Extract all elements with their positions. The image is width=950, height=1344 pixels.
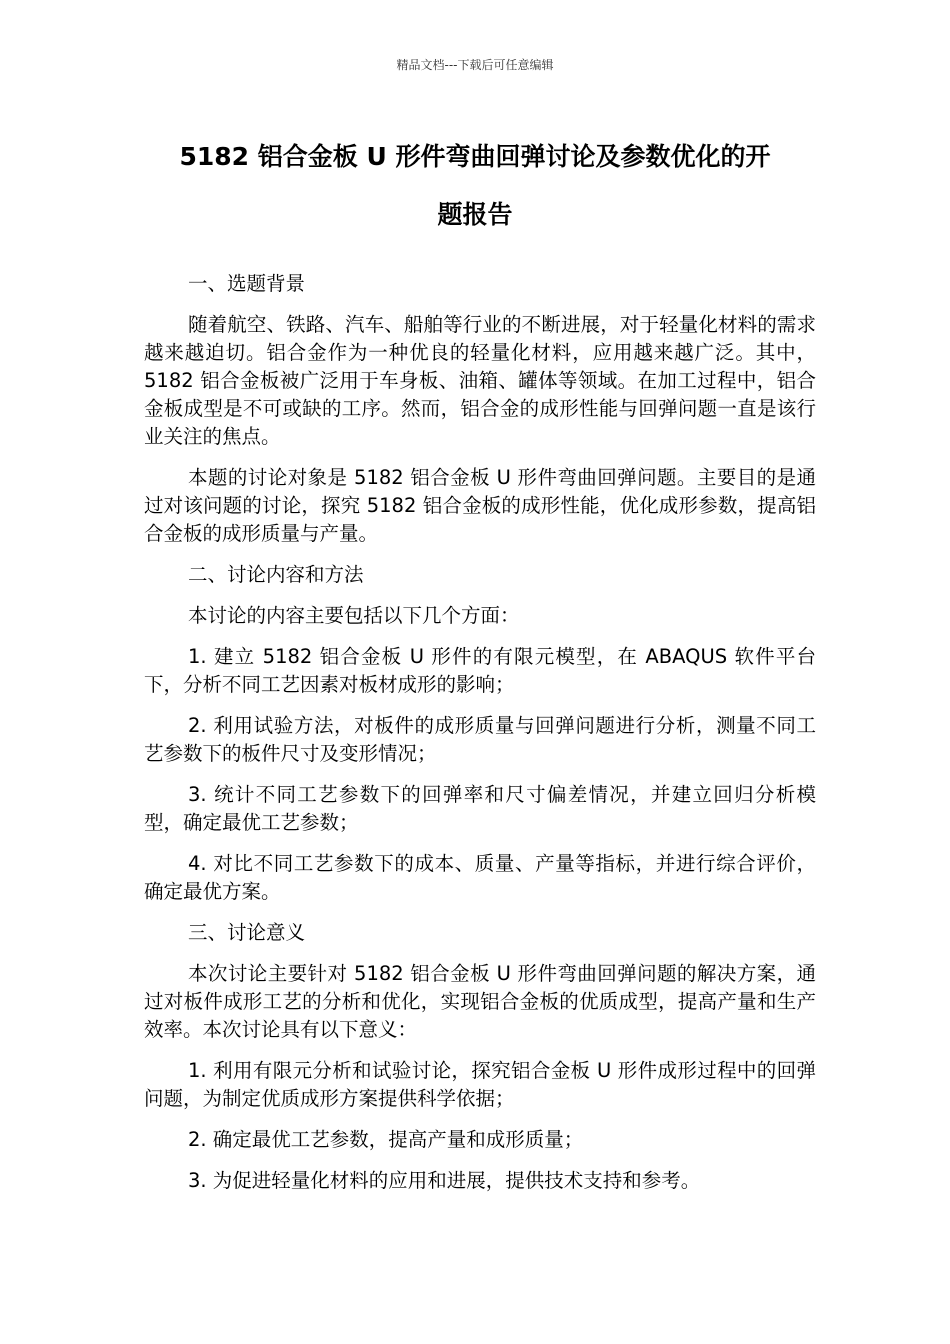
title-line-1: 5182 铝合金板 U 形件弯曲回弹讨论及参数优化的开 (179, 142, 771, 171)
paragraph-objective: 本题的讨论对象是 5182 铝合金板 U 形件弯曲回弹问题。主要目的是通过对该问题的讨论，探究 5182 铝合金板的成形性能，优化成形参数，提高铝合金板的成形质量与产量。 (144, 466, 816, 545)
document-title (140, 128, 810, 244)
list-item-content-1: 1. 建立 5182 铝合金板 U 形件的有限元模型，在 ABAQUS 软件平台下，分析不同工艺因素对板材成形的影响； (144, 645, 816, 696)
paragraph-content-intro: 本讨论的内容主要包括以下几个方面： (188, 604, 520, 627)
list-item-significance-3: 3. 为促进轻量化材料的应用和进展，提供技术支持和参考。 (188, 1169, 701, 1192)
document-body (144, 270, 816, 1195)
title-line-2: 题报告 (437, 200, 513, 229)
list-item-significance-2: 2. 确定最优工艺参数，提高产量和成形质量； (188, 1128, 584, 1151)
list-item-significance-1: 1. 利用有限元分析和试验讨论，探究铝合金板 U 形件成形过程中的回弹问题，为制定优质成形方案提供科学依据； (144, 1059, 816, 1110)
paragraph-background: 随着航空、铁路、汽车、船舶等行业的不断进展，对于轻量化材料的需求越来越迫切。铝合金作为一种优良的轻量化材料，应用越来越广泛。其中，5182 铝合金板被广泛用于车身板、油箱、罐体等领域。在加工过程中，铝合金板成型是不可或缺的工序。然而，铝合金的成形性能与回弹问题一直是该行业关注的焦点。 (144, 313, 816, 448)
list-item-content-3: 3. 统计不同工艺参数下的回弹率和尺寸偏差情况，并建立回归分析模型，确定最优工艺参数； (144, 783, 816, 834)
list-item-content-2: 2. 利用试验方法，对板件的成形质量与回弹问题进行分析，测量不同工艺参数下的板件尺寸及变形情况； (144, 714, 816, 765)
section-heading-background: 一、选题背景 (188, 272, 306, 295)
page-header: 精品文档---下载后可任意编辑 (396, 58, 554, 72)
section-heading-content-methods: 二、讨论内容和方法 (188, 563, 364, 586)
paragraph-significance: 本次讨论主要针对 5182 铝合金板 U 形件弯曲回弹问题的解决方案，通过对板件成形工艺的分析和优化，实现铝合金板的优质成型，提高产量和生产效率。本次讨论具有以下意义： (144, 962, 816, 1041)
list-item-content-4: 4. 对比不同工艺参数下的成本、质量、产量等指标，并进行综合评价，确定最优方案。 (144, 852, 816, 903)
section-heading-significance: 三、讨论意义 (188, 921, 306, 944)
